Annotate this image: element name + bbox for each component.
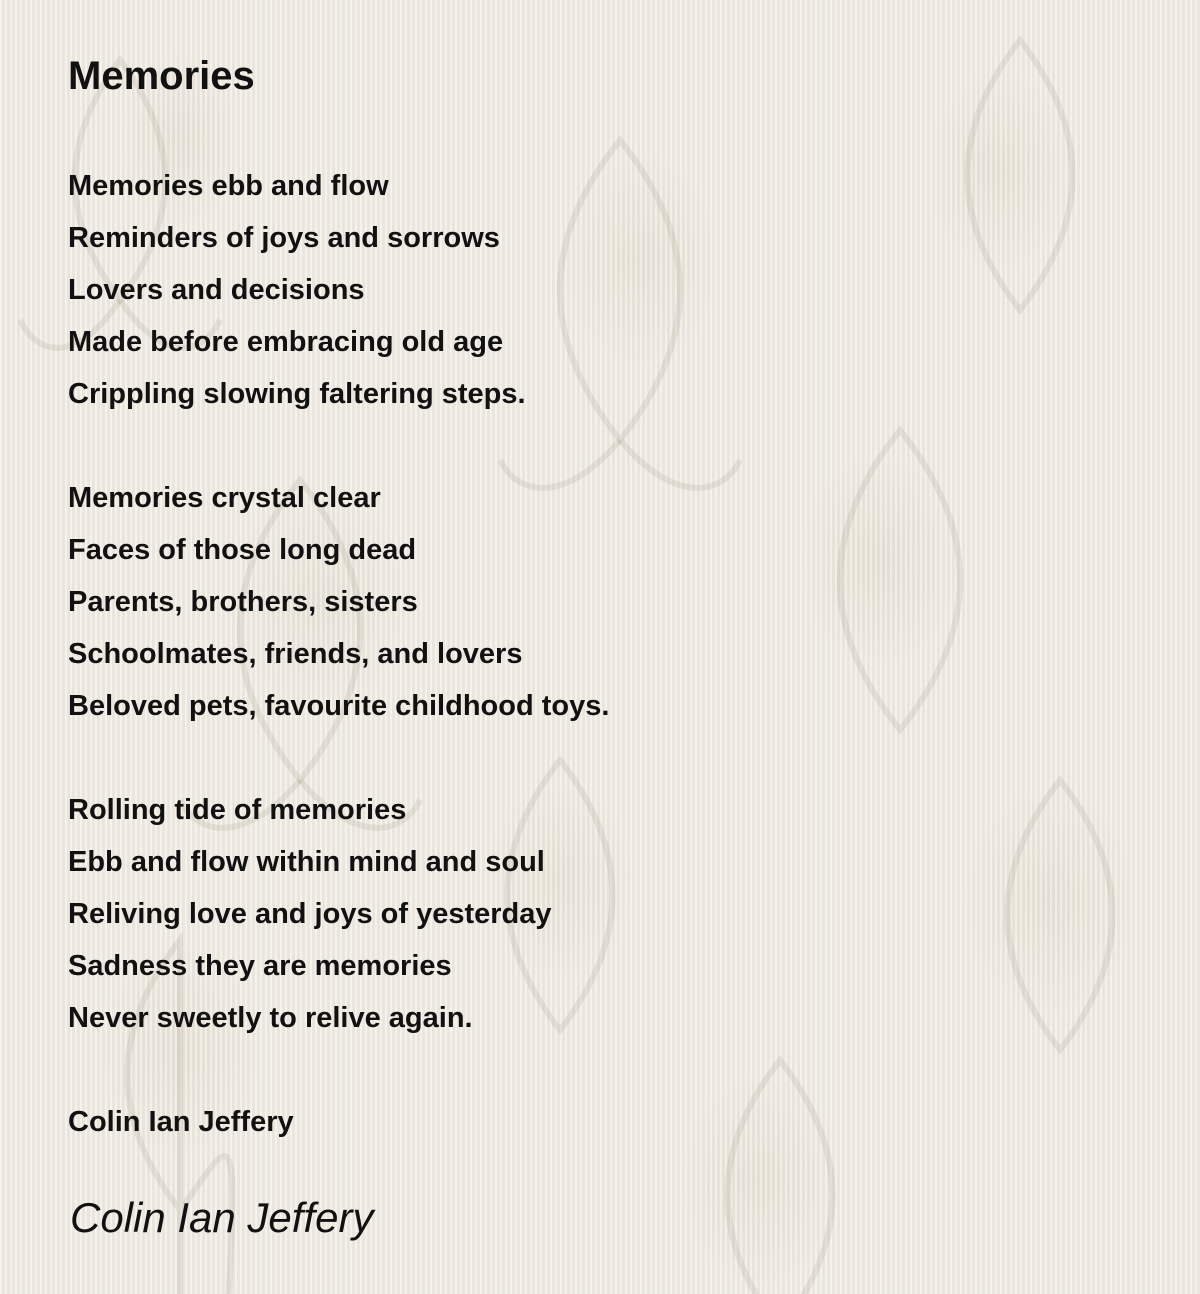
- poem-line: Lovers and decisions: [68, 274, 365, 306]
- poem-line: Made before embracing old age: [68, 326, 504, 358]
- author-signature: Colin Ian Jeffery: [70, 1194, 374, 1241]
- poem-line: Sadness they are memories: [68, 950, 452, 982]
- poem-line: Memories crystal clear: [68, 482, 381, 514]
- poem-line: Faces of those long dead: [68, 534, 417, 566]
- poem-container: [68, 50, 1128, 1148]
- poem-line: Crippling slowing faltering steps.: [68, 378, 526, 410]
- poem-line: Parents, brothers, sisters: [68, 586, 418, 618]
- stanza-3: [68, 784, 1128, 1044]
- stanza-1: [68, 160, 1128, 420]
- poem-body: [68, 160, 1128, 1148]
- poem-line: Memories ebb and flow: [68, 170, 389, 202]
- poem-line: Rolling tide of memories: [68, 794, 407, 826]
- poem-title: Memories: [68, 54, 255, 98]
- poem-line: Beloved pets, favourite childhood toys.: [68, 690, 610, 722]
- poem-line: Reliving love and joys of yesterday: [68, 898, 552, 930]
- stanza-2: [68, 472, 1128, 732]
- poem-line: Never sweetly to relive again.: [68, 1002, 473, 1034]
- poem-author: Colin Ian Jeffery: [68, 1106, 294, 1138]
- poem-line: Schoolmates, friends, and lovers: [68, 638, 523, 670]
- poem-line: Reminders of joys and sorrows: [68, 222, 500, 254]
- poem-line: Ebb and flow within mind and soul: [68, 846, 545, 878]
